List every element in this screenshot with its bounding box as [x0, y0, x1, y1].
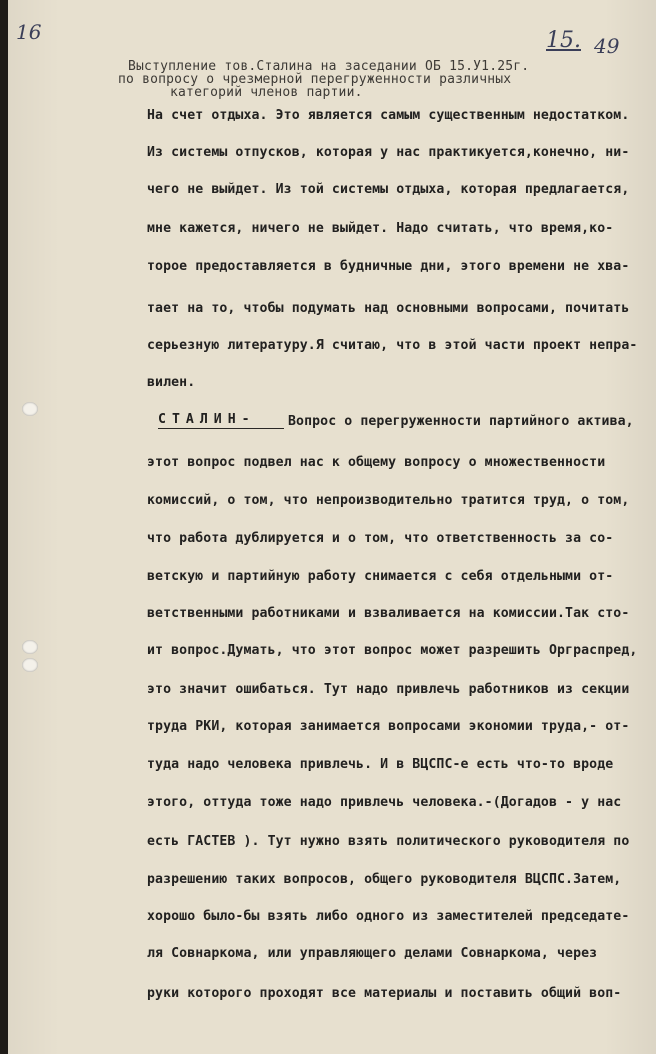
- text-line: чего не выйдет. Из той системы отдыха, которая предлагается,: [147, 182, 630, 197]
- text-line: вилен.: [147, 375, 196, 390]
- page-number-archive-b: 49: [594, 34, 620, 58]
- text-line: этого, оттуда тоже надо привлечь человека.-(Догадов - у нас: [147, 795, 622, 810]
- header-line-2: по вопросу о чрезмерной перегруженности различных: [118, 72, 512, 87]
- text-line: комиссий, о том, что непроизводительно тратится труд, о том,: [147, 493, 630, 508]
- header-line-1: Выступление тов.Сталина на заседании ОБ 15.У1.25г.: [128, 59, 530, 74]
- header-line-3: категорий членов партии.: [170, 85, 363, 100]
- text-line: Из системы отпусков, которая у нас практикуется,конечно, ни-: [147, 145, 630, 160]
- text-line: мне кажется, ничего не выйдет. Надо считать, что время,ко-: [147, 221, 614, 236]
- text-line: ветскую и партийную работу снимается с себя отдельными от-: [147, 569, 614, 584]
- text-line: руки которого проходят все материалы и поставить общий воп-: [147, 986, 622, 1001]
- page-number-archive-a: 15.: [546, 28, 581, 53]
- text-line: тает на то, чтобы подумать над основными вопросами, почитать: [147, 301, 630, 316]
- text-line: На счет отдыха. Это является самым существенным недостатком.: [147, 108, 630, 123]
- text-line: есть ГАСТЕВ ). Тут нужно взять политического руководителя по: [147, 834, 630, 849]
- text-line: ветственными работниками и взваливается на комиссии.Так сто-: [147, 606, 630, 621]
- text-line: разрешению таких вопросов, общего руководителя ВЦСПС.Затем,: [147, 872, 622, 887]
- text-line: ит вопрос.Думать, что этот вопрос может разрешить Орграспред,: [147, 643, 638, 658]
- text-line: туда надо человека привлечь. И в ВЦСПС-е есть что-то вроде: [147, 757, 614, 772]
- page-number-left: 16: [16, 20, 42, 44]
- text-line: труда РКИ, которая занимается вопросами экономии труда,- от-: [147, 719, 630, 734]
- text-line: хорошо было-бы взять либо одного из заместителей председате-: [147, 909, 630, 924]
- text-line: что работа дублируется и о том, что ответственность за со-: [147, 531, 614, 546]
- text-line: серьезную литературу.Я считаю, что в этой части проект непра-: [147, 338, 638, 353]
- text-line: это значит ошибаться. Тут надо привлечь работников из секции: [147, 682, 630, 697]
- text-line: Вопрос о перегруженности партийного актива,: [288, 414, 634, 429]
- text-line: этот вопрос подвел нас к общему вопросу о множественности: [147, 455, 606, 470]
- speaker-name: СТАЛИН-: [158, 412, 284, 429]
- text-line: ля Совнаркома, или управляющего делами Совнаркома, через: [147, 946, 598, 961]
- text-line: торое предоставляется в будничные дни, этого времени не хва-: [147, 259, 630, 274]
